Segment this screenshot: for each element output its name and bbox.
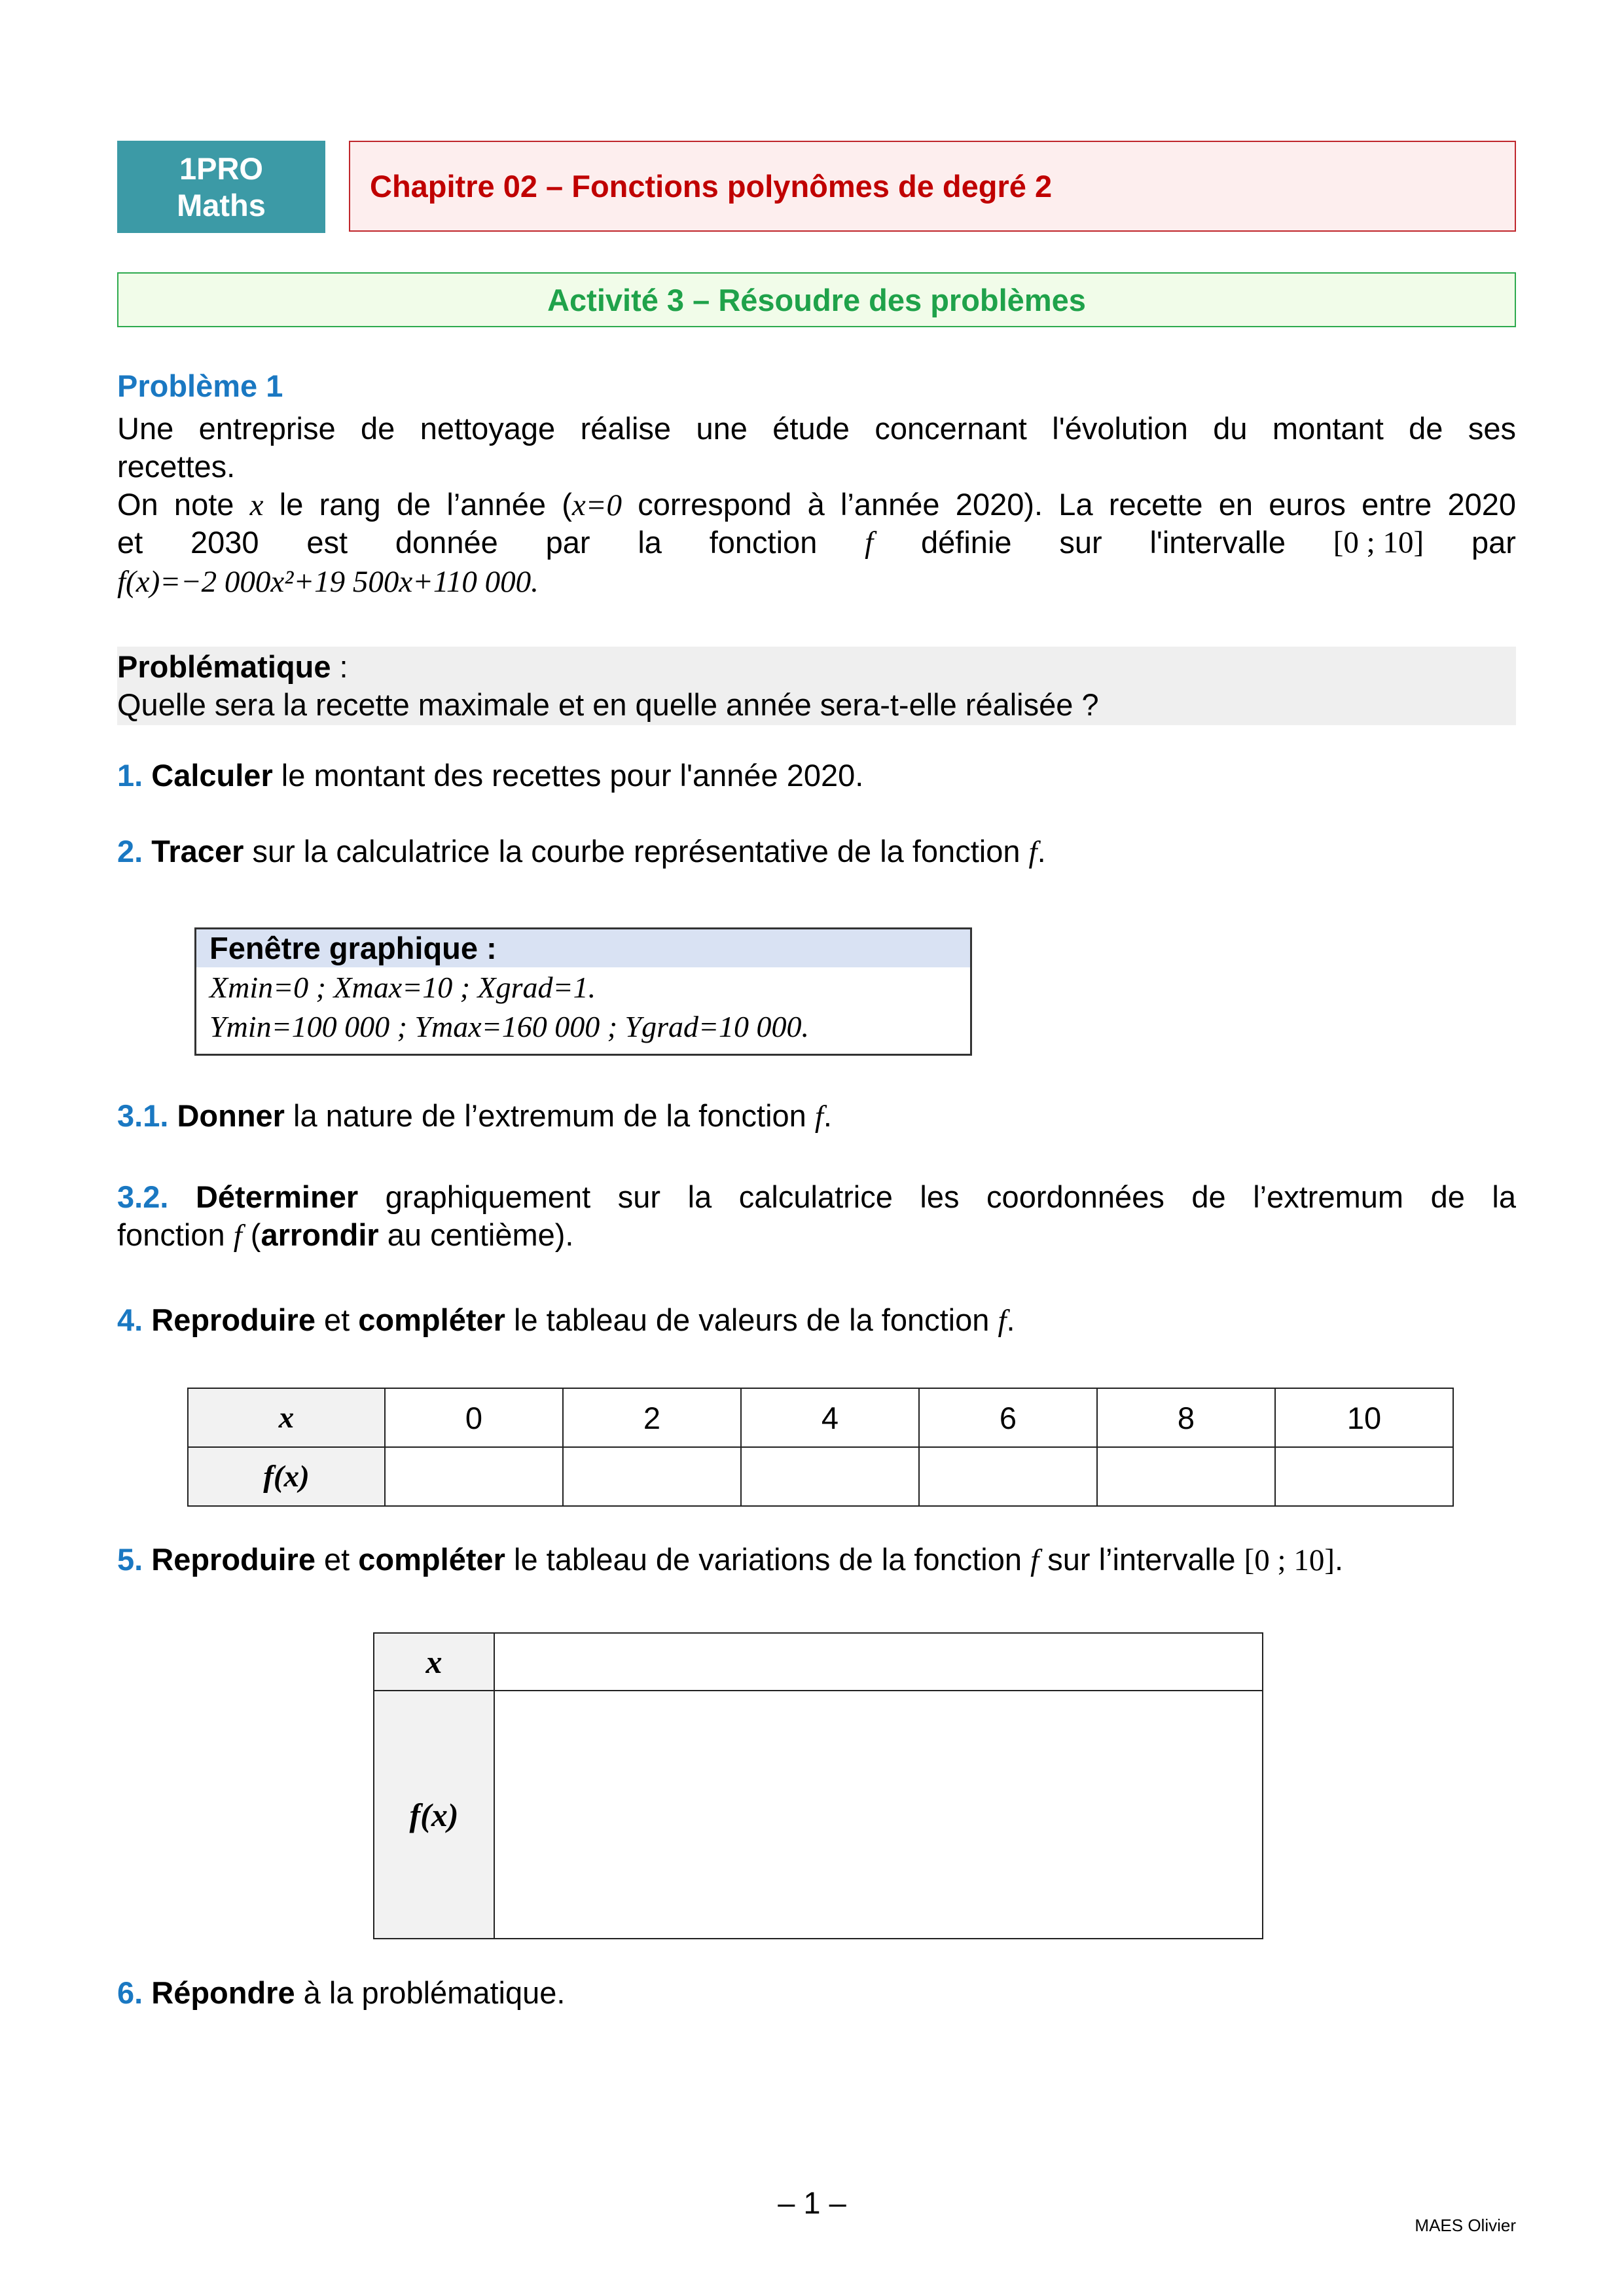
function-f: f <box>865 526 874 560</box>
x-value-cell: 6 <box>919 1388 1097 1447</box>
question-text: fonction <box>117 1217 234 1252</box>
function-f: f <box>998 1304 1007 1338</box>
question-number: 1. <box>117 758 143 793</box>
level-badge <box>117 141 325 233</box>
question-verb: Reproduire <box>151 1542 316 1577</box>
period: . <box>1006 1302 1015 1337</box>
variation-x-cell[interactable] <box>494 1633 1263 1691</box>
period: . <box>1037 834 1046 869</box>
question-text: le tableau de valeurs de la fonction <box>505 1302 998 1337</box>
word: par <box>1471 525 1516 560</box>
question-number: 5. <box>117 1542 143 1577</box>
note-text-b: le rang de l’année ( <box>263 487 572 522</box>
interval: [0 ; 10] <box>1244 1543 1335 1577</box>
chapter-title-box <box>349 141 1516 232</box>
fx-value-cell[interactable] <box>563 1447 741 1506</box>
question-2 <box>117 833 1516 871</box>
chapter-title: Chapitre 02 – Fonctions polynômes de degré 2 <box>370 169 1053 204</box>
x-value-cell: 10 <box>1275 1388 1453 1447</box>
period: . <box>1334 1542 1344 1577</box>
fx-value-cell[interactable] <box>1275 1447 1453 1506</box>
question-6 <box>117 1974 1516 2012</box>
intro-line-1: Une entreprise de nettoyage réalise une étude concernant l'évolution du montant de ses <box>117 411 1516 446</box>
problematique-heading <box>117 647 1516 686</box>
activity-title-box <box>117 272 1516 327</box>
badge-subject: Maths <box>177 187 266 223</box>
row-header-x: x <box>188 1388 385 1447</box>
question-number: 2. <box>117 834 143 869</box>
question-text: ( <box>242 1217 261 1252</box>
question-5 <box>117 1541 1516 1579</box>
problematique-box <box>117 647 1516 725</box>
row-header-x: x <box>374 1633 494 1691</box>
table-row-x <box>374 1633 1263 1691</box>
question-text: le montant des recettes pour l'année 2020. <box>272 758 864 793</box>
row-header-fx: f(x) <box>374 1691 494 1939</box>
period: . <box>823 1098 832 1133</box>
word: est <box>306 525 348 560</box>
colon: : <box>331 649 348 684</box>
problematique-question: Quelle sera la recette maximale et en quelle année sera-t-elle réalisée ? <box>117 687 1099 722</box>
variation-fx-cell[interactable] <box>494 1691 1263 1939</box>
word: l'intervalle <box>1149 525 1286 560</box>
x-value-cell: 8 <box>1097 1388 1275 1447</box>
question-verb: Répondre <box>151 1975 295 2010</box>
function-f: f <box>233 1219 242 1253</box>
graph-window-y-settings: Ymin=100 000 ; Ymax=160 000 ; Ygrad=10 000. <box>209 1010 810 1043</box>
question-verb: compléter <box>358 1302 505 1337</box>
question-1 <box>117 757 1516 795</box>
word: donnée <box>395 525 498 560</box>
problem-title: Problème 1 <box>117 368 283 403</box>
word: fonction <box>709 525 818 560</box>
question-text: le tableau de variations de la fonction <box>505 1542 1031 1577</box>
fx-value-cell[interactable] <box>919 1447 1097 1506</box>
word: la <box>638 525 662 560</box>
word: et <box>117 525 143 560</box>
row-header-fx: f(x) <box>188 1447 385 1506</box>
question-verb: Tracer <box>151 834 244 869</box>
function-f: f <box>814 1100 823 1134</box>
note-text-c: correspond à l’année 2020). La recette en euros entre 2020 <box>621 487 1517 522</box>
question-number: 3.1. <box>117 1098 169 1133</box>
variations-table <box>373 1632 1263 1939</box>
question-text: graphiquement sur la calculatrice les coordonnées de l’extremum de la <box>358 1179 1516 1214</box>
note-line <box>117 486 1516 524</box>
question-text: à la problématique. <box>295 1975 566 2010</box>
problematique-label: Problématique <box>117 649 331 684</box>
question-verb: Donner <box>177 1098 285 1133</box>
function-f: f <box>1028 835 1038 869</box>
question-text: au centième). <box>378 1217 574 1252</box>
x-value-cell: 0 <box>385 1388 563 1447</box>
fx-value-cell[interactable] <box>741 1447 919 1506</box>
question-text: sur l’intervalle <box>1039 1542 1244 1577</box>
graph-window-x-settings: Xmin=0 ; Xmax=10 ; Xgrad=1. <box>209 971 596 1004</box>
x-value-cell: 2 <box>563 1388 741 1447</box>
table-row-fx <box>374 1691 1263 1939</box>
question-number: 6. <box>117 1975 143 2010</box>
x-value-cell: 4 <box>741 1388 919 1447</box>
word: définie <box>921 525 1012 560</box>
question-verb: compléter <box>358 1542 505 1577</box>
question-text: la nature de l’extremum de la fonction <box>284 1098 815 1133</box>
page-number: – 1 – <box>778 2185 846 2220</box>
question-verb: Calculer <box>151 758 273 793</box>
word: 2030 <box>190 525 259 560</box>
fx-value-cell[interactable] <box>1097 1447 1275 1506</box>
table-row-x <box>188 1388 1453 1447</box>
word: sur <box>1059 525 1102 560</box>
question-text: et <box>315 1542 359 1577</box>
x-equals-zero: x=0 <box>571 488 622 522</box>
note-text-a: On note <box>117 487 250 522</box>
question-verb: arrondir <box>261 1217 379 1252</box>
question-number: 4. <box>117 1302 143 1337</box>
table-row-fx <box>188 1447 1453 1506</box>
graph-window-title: Fenêtre graphique : <box>196 929 970 967</box>
values-table <box>187 1388 1454 1507</box>
function-f: f <box>1030 1543 1039 1577</box>
fx-value-cell[interactable] <box>385 1447 563 1506</box>
interval: [0 ; 10] <box>1333 526 1424 560</box>
question-3-1 <box>117 1097 1516 1136</box>
function-formula: f(x)=−2 000x²+19 500x+110 000. <box>117 565 539 599</box>
word: par <box>545 525 590 560</box>
badge-level: 1PRO <box>179 151 263 186</box>
definition-line <box>117 524 1516 562</box>
question-text: sur la calculatrice la courbe représentative de la fonction <box>244 834 1029 869</box>
question-verb: Déterminer <box>195 1179 359 1214</box>
author-name: MAES Olivier <box>1415 2215 1516 2235</box>
question-number: 3.2. <box>117 1179 169 1214</box>
question-3-2-line-2 <box>117 1216 1516 1255</box>
graph-window-box <box>194 927 972 1056</box>
var-x: x <box>249 488 264 522</box>
question-text: et <box>315 1302 359 1337</box>
question-3-2-line-1 <box>117 1178 1516 1216</box>
question-verb: Reproduire <box>151 1302 316 1337</box>
intro-line-2: recettes. <box>117 449 236 484</box>
activity-title: Activité 3 – Résoudre des problèmes <box>547 282 1086 317</box>
question-4 <box>117 1301 1516 1340</box>
